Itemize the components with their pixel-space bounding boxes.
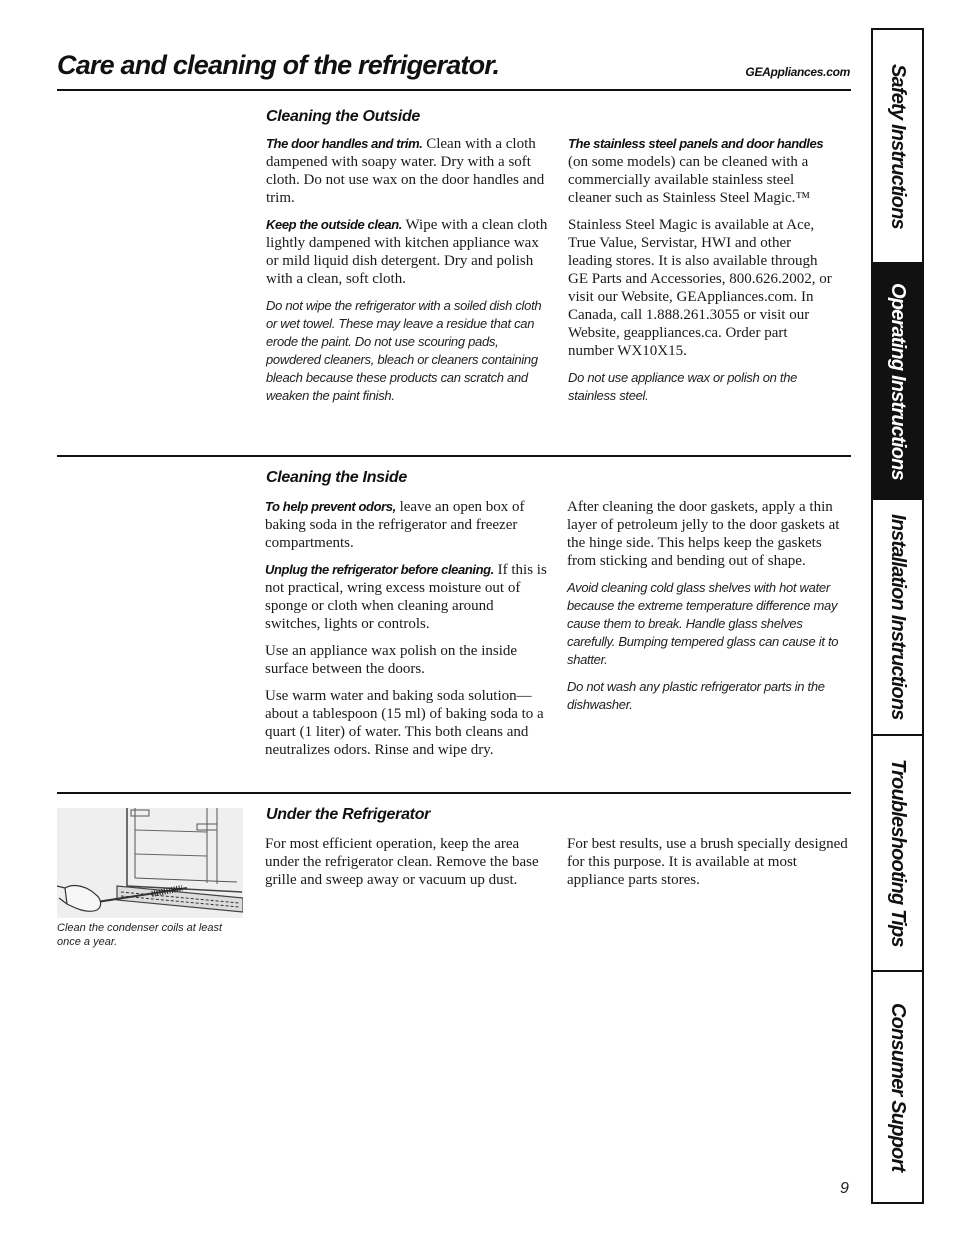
- section-heading-outside: Cleaning the Outside: [266, 108, 421, 125]
- outside-text: (on some models) can be cleaned with a commercially available stainless steel cleaner such as Stainless Steel Magic.™: [568, 154, 811, 206]
- inside-lead: Unplug the refrigerator before cleaning.: [265, 562, 494, 577]
- outside-paragraph: [266, 216, 551, 288]
- outside-left-column: [266, 135, 551, 414]
- outside-left-note: Do not wipe the refrigerator with a soiled dish cloth or wet towel. These may leave a residue that can erode the paint. Do not use scouring pads, powdered cleaners, bleach or cleaners containing bleach because these products can scratch and weaken the paint finish.: [266, 298, 542, 403]
- under-paragraph: For best results, use a brush specially designed for this purpose. It is available at most appliance parts stores.: [567, 836, 848, 888]
- page-title: Care and cleaning of the refrigerator.: [57, 50, 500, 80]
- outside-right-column: [568, 135, 836, 414]
- section-heading-under: Under the Refrigerator: [266, 806, 431, 823]
- tab-label: Troubleshooting Tips: [887, 759, 909, 947]
- section-divider: [57, 455, 851, 457]
- site-url[interactable]: GEAppliances.com: [745, 65, 850, 79]
- outside-right-note: Do not use appliance wax or polish on the stainless steel.: [568, 370, 798, 403]
- page-number: 9: [840, 1180, 849, 1197]
- inside-note: Avoid cleaning cold glass shelves with hot water because the extreme temperature difference may cause them to break. Handle glass shelves carefully. Bumping tempered glass can cause it to shatter.: [567, 580, 839, 667]
- inside-paragraph: [265, 642, 550, 678]
- inside-text: leave an open box of baking soda in the refrigerator and freezer compartments.: [265, 499, 525, 551]
- inside-text: Use an appliance wax polish on the inside surface between the doors.: [265, 643, 518, 677]
- tab-label: Installation Instructions: [887, 514, 909, 720]
- tab-operating-instructions[interactable]: [873, 264, 922, 500]
- outside-paragraph: [568, 135, 836, 207]
- outside-text: Stainless Steel Magic is available at Ace, True Value, Servistar, HWI and other leading stores. It is also available through GE Parts and Accessories, 800.626.2002, or visit our Website, GEAppliances.com. In Canada, call 1.888.261.3055 or visit our Website, geappliances.ca. Order part number WX10X15.: [568, 217, 832, 359]
- outside-text: Wipe with a clean cloth lightly dampened with kitchen appliance wax or mild liquid dish detergent. Dry and polish with a clean, soft cloth.: [266, 217, 548, 287]
- inside-note: Do not wash any plastic refrigerator parts in the dishwasher.: [567, 679, 825, 712]
- outside-lead: The stainless steel panels and door handles: [568, 136, 824, 151]
- under-right-column: [567, 835, 851, 898]
- tab-label: Consumer Support: [887, 1002, 909, 1172]
- inside-paragraph: [265, 561, 550, 633]
- tab-label: Safety Instructions: [887, 63, 909, 229]
- outside-paragraph: [266, 135, 551, 207]
- section-heading-inside: Cleaning the Inside: [266, 469, 407, 486]
- inside-lead: To help prevent odors,: [265, 499, 396, 514]
- inside-right-column: [567, 498, 851, 723]
- inside-left-column: [265, 498, 550, 768]
- outside-paragraph: [568, 216, 836, 360]
- under-paragraph: For most efficient operation, keep the area under the refrigerator clean. Remove the base grille and sweep away or vacuum up dust.: [265, 836, 539, 888]
- tab-label: Operating Instructions: [887, 282, 909, 480]
- outside-text: Clean with a cloth dampened with soapy water. Dry with a soft cloth. Do not use wax on the door handles and trim.: [266, 136, 545, 206]
- inside-paragraph: [265, 687, 550, 759]
- tab-consumer-support[interactable]: [873, 972, 922, 1202]
- section-divider: [57, 792, 851, 794]
- inside-paragraph: [265, 498, 550, 552]
- tab-troubleshooting-tips[interactable]: [873, 736, 922, 972]
- condenser-coil-illustration: [57, 808, 243, 918]
- inside-text: If this is not practical, wring excess moisture out of sponge or cloth when cleaning around switches, lights or controls.: [265, 562, 547, 632]
- header-rule: [57, 89, 851, 91]
- inside-paragraph: After cleaning the door gaskets, apply a thin layer of petroleum jelly to the door gaskets at the hinge side. This helps keep the gaskets from sticking and bending out of shape.: [567, 499, 840, 569]
- tab-safety-instructions[interactable]: [873, 30, 922, 264]
- outside-lead: The door handles and trim.: [266, 136, 423, 151]
- figure-caption: Clean the condenser coils at least once a year.: [57, 922, 223, 948]
- inside-text: Use warm water and baking soda solution—about a tablespoon (15 ml) of baking soda to a quart (1 liter) of water. This both cleans and neutralizes odors. Rinse and wipe dry.: [265, 688, 544, 758]
- under-left-column: [265, 835, 550, 898]
- tab-installation-instructions[interactable]: [873, 500, 922, 736]
- outside-lead: Keep the outside clean.: [266, 217, 403, 232]
- side-tab-nav: [871, 28, 924, 1204]
